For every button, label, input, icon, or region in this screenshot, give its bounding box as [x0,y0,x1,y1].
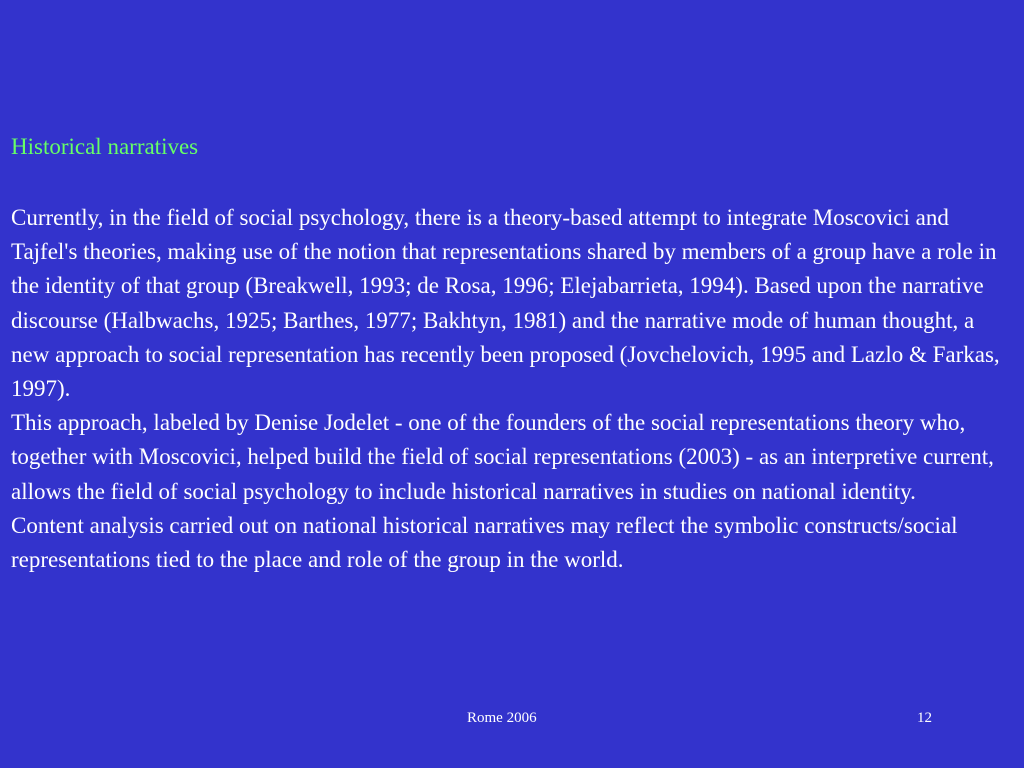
slide-title: Historical narratives [11,134,199,159]
paragraph-2: This approach, labeled by Denise Jodelet - one of the founders of the social representations theory who, together with Moscovici, helped build the field of social representations (2003) - as an interpretive current, allows the field of social psychology to include historical narratives in studies on national identity. [11,410,994,504]
slide-number: 12 [917,710,932,726]
footer-location-year: Rome 2006 [467,710,537,726]
paragraph-1: Currently, in the field of social psychology, there is a theory-based attempt to integrate Moscovici and Tajfel's theories, making use of the notion that representations shared by members of a group have a role in the identity of that group (Breakwell, 1993; de Rosa, 1996; Elejabarrieta, 1994). Based upon the narrative discourse (Halbwachs, 1925; Barthes, 1977; Bakhtyn, 1981) and the narrative mode of human thought, a new approach to social representation has recently been proposed (Jovchelovich, 1995 and Lazlo & Farkas, 1997). [11,205,1000,402]
paragraph-3: Content analysis carried out on national historical narratives may reflect the symbolic constructs/social representations tied to the place and role of the group in the world. [11,512,958,573]
slide-body [11,201,1016,577]
